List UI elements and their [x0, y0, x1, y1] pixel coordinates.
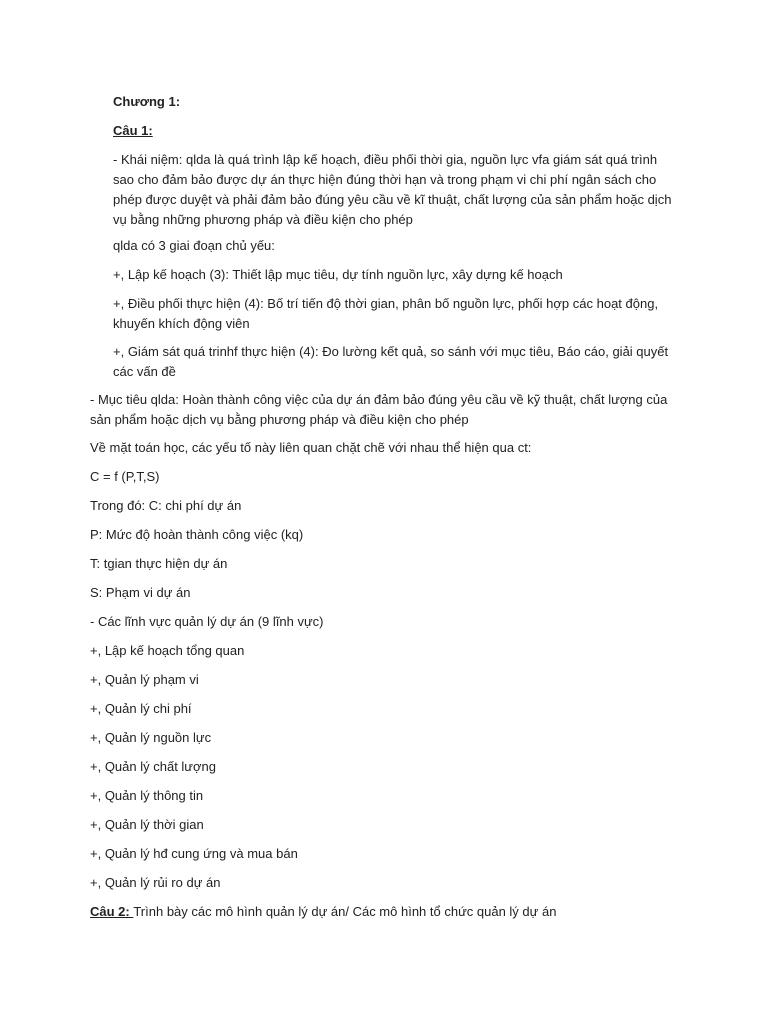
list-item: +, Lập kế hoạch tổng quan: [90, 643, 245, 658]
definition-paragraph: - Khái niệm: qlda là quá trình lập kế hoạch, điều phối thời gia, nguồn lực vfa giám sát quá trình sao cho đảm bảo được dự án thực hiện đúng thời hạn và trong phạm vi chi phí ngân sách cho phép được duyệt và phải đảm bảo đúng yêu cầu về kĩ thuật, chất lượng của sản phẩm hoặc dịch vụ bằng những phương pháp và điều kiện cho phép: [113, 152, 672, 227]
chapter-heading: Chương 1:: [113, 94, 181, 109]
phases-intro: qlda có 3 giai đoạn chủ yếu:: [113, 238, 275, 253]
definition-c: Trong đó: C: chi phí dự án: [90, 498, 242, 513]
question-2-line: [90, 902, 690, 922]
phase-2-item: +, Điều phối thực hiện (4): Bố trí tiến độ thời gian, phân bố nguồn lực, phối hợp các hoạt động, khuyến khích động viên: [113, 296, 659, 331]
phase-1-item: +, Lập kế hoạch (3): Thiết lập mục tiêu, dự tính nguồn lực, xây dựng kế hoạch: [113, 267, 563, 282]
list-item: +, Quản lý thông tin: [90, 788, 204, 803]
objective-paragraph: - Mục tiêu qlda: Hoàn thành công việc của dự án đảm bảo đúng yêu cầu về kỹ thuật, chất lượng của sản phẩm hoặc dịch vụ bằng phương pháp và điều kiện cho phép: [90, 392, 668, 427]
fields-intro: - Các lĩnh vực quản lý dự án (9 lĩnh vực): [90, 614, 324, 629]
question-2-text: Trình bày các mô hình quản lý dự án/ Các mô hình tổ chức quản lý dự án: [133, 904, 557, 919]
phase-3-item: +, Giám sát quá trinhf thực hiện (4): Đo lường kết quả, so sánh với mục tiêu, Báo cáo, giải quyết các vấn đề: [113, 344, 669, 379]
list-item: +, Quản lý nguồn lực: [90, 730, 212, 745]
definition-t: T: tgian thực hiện dự án: [90, 556, 228, 571]
definition-s: S: Phạm vi dự án: [90, 585, 191, 600]
formula: C = f (P,T,S): [90, 469, 160, 484]
list-item: +, Quản lý rủi ro dự án: [90, 875, 221, 890]
list-item: +, Quản lý phạm vi: [90, 672, 199, 687]
definition-p: P: Mức độ hoàn thành công việc (kq): [90, 527, 304, 542]
question-2-heading: Câu 2:: [90, 904, 134, 919]
question-1-heading: Câu 1:: [113, 123, 153, 138]
math-intro: Về mặt toán học, các yếu tố này liên quan chặt chẽ với nhau thể hiện qua ct:: [90, 440, 532, 455]
list-item: +, Quản lý thời gian: [90, 817, 204, 832]
list-item: +, Quản lý chi phí: [90, 701, 192, 716]
list-item: +, Quản lý hđ cung ứng và mua bán: [90, 846, 298, 861]
list-item: +, Quản lý chất lượng: [90, 759, 216, 774]
